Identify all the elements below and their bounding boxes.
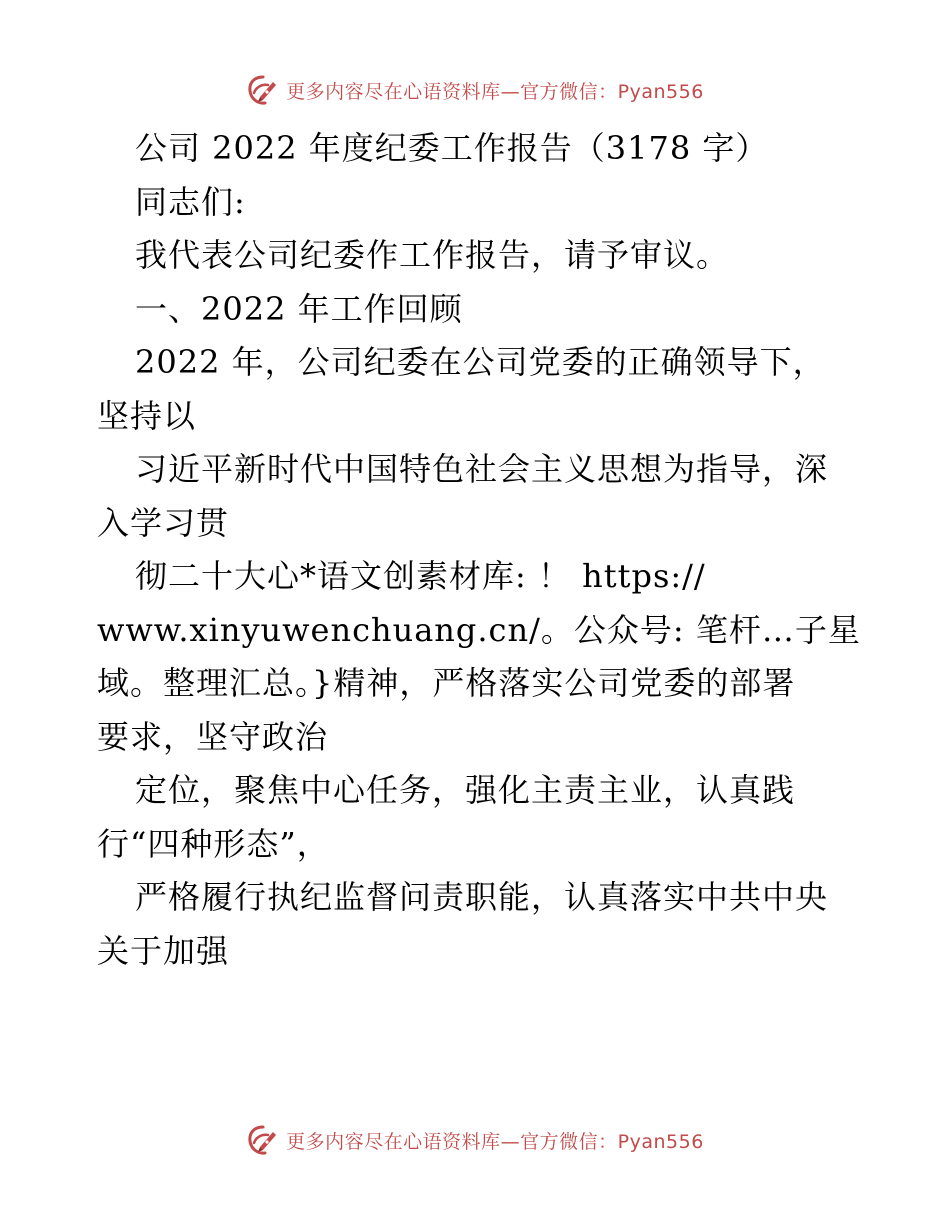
paragraph-line: 严格履行执纪监督问责职能，认真落实中共中央 [135,878,829,916]
paragraph-line: 坚持以 [97,396,197,435]
document-body [97,122,861,978]
paragraph-line: 习近平新时代中国特色社会主义思想为指导，深 [135,450,829,488]
paragraph-line: 域。整理汇总。}精神，严格落实公司党委的部署 [97,664,796,702]
paragraph-line: 行“四种形态”， [97,824,330,863]
paragraph-line: 彻二十大心*语文创素材库: ！ https:// [135,557,706,595]
watermark-text: 更多内容尽在心语资料库—官方微信：Pyan556 [286,1130,704,1153]
salutation: 同志们: [135,182,246,221]
pen-nib-swirl-logo-icon [246,1123,280,1157]
paragraph-line: 我代表公司纪委作工作报告，请予审议。 [135,236,730,274]
document-title: 公司 2022 年度纪委工作报告（3178 字） [135,129,769,167]
paragraph-line: 要求，坚守政治 [97,717,329,756]
paragraph-line: 入学习贯 [97,503,230,542]
header-watermark-banner [0,70,950,110]
paragraph-line: 定位，聚焦中心任务，强化主责主业，认真践 [135,771,796,809]
paragraph-line: 关于加强 [97,931,230,970]
pen-nib-swirl-logo-icon [246,73,280,107]
paragraph-line: 2022 年，公司纪委在公司党委的正确领导下， [135,343,826,381]
section-heading: 一、2022 年工作回顾 [135,289,463,328]
paragraph-line: www.xinyuwenchuang.cn/。公众号: 笔杆…子星 [97,610,861,649]
footer-watermark-banner [0,1120,950,1160]
watermark-text: 更多内容尽在心语资料库—官方微信：Pyan556 [286,80,704,103]
